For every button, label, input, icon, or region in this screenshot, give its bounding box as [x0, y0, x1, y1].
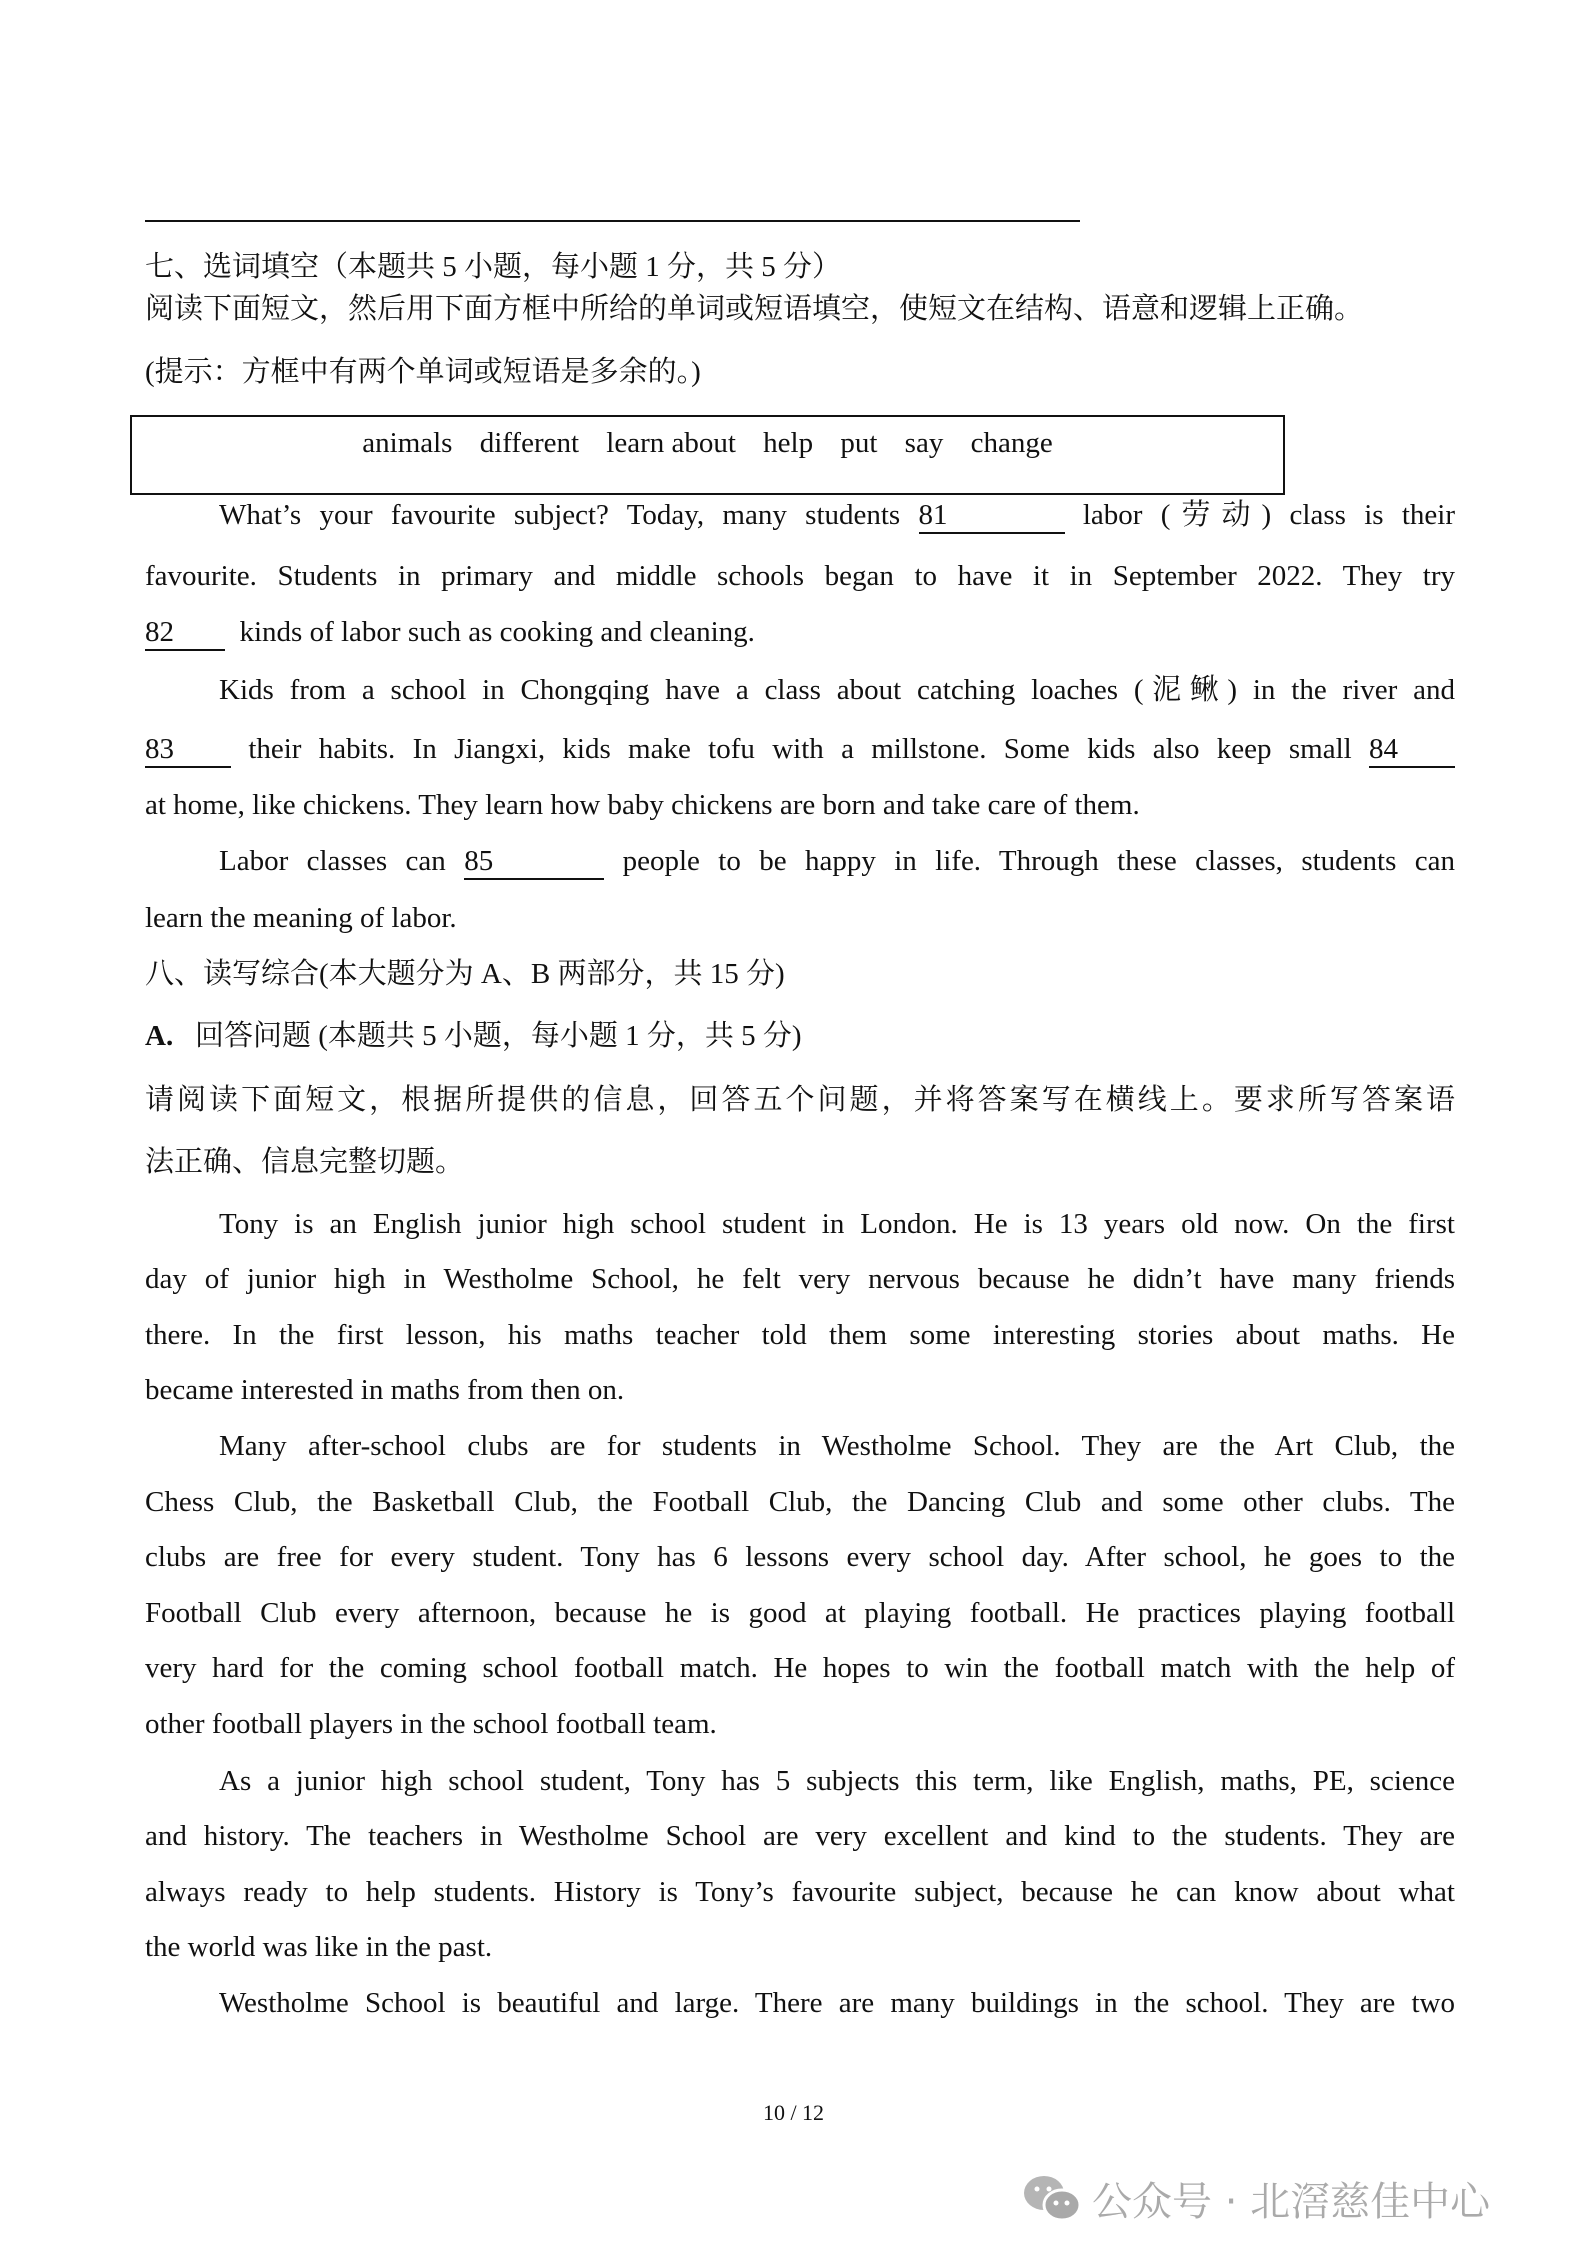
passage-line: there. In the first lesson, his maths teacher told them some interesting stories about maths. He — [145, 1319, 1455, 1351]
passage-line: and history. The teachers in Westholme School are very excellent and kind to the students. They are — [145, 1820, 1455, 1852]
section7-instruction: 阅读下面短文，然后用下面方框中所给的单词或短语填空，使短文在结构、语意和逻辑上正确。 — [145, 293, 1364, 325]
passage-line: learn the meaning of labor. — [145, 902, 457, 934]
part-a-instruction: 法正确、信息完整切题。 — [145, 1146, 465, 1178]
passage-line: As a junior high school student, Tony has 5 subjects this term, like English, maths, PE, science — [219, 1765, 1455, 1797]
passage-line: Many after-school clubs are for students in Westholme School. They are the Art Club, the — [219, 1430, 1455, 1462]
blank-82[interactable]: 82 — [145, 615, 225, 651]
passage-line: very hard for the coming school football match. He hopes to win the football match with the help of — [145, 1652, 1455, 1684]
text: their habits. In Jiangxi, kids make tofu with a millstone. Some kids also keep small — [248, 733, 1352, 765]
word-option: help — [763, 427, 814, 459]
page-number: 10 / 12 — [762, 2100, 825, 2125]
text: kinds of labor such as cooking and cleaning. — [239, 616, 755, 648]
text: Labor classes can — [219, 845, 446, 877]
part-a-title: 回答问题 (本题共 5 小题，每小题 1 分，共 5 分) — [194, 1020, 802, 1052]
text: labor (劳动) class is their — [1082, 499, 1455, 531]
part-a-label: A. — [145, 1020, 174, 1052]
part-a-instruction: 请阅读下面短文，根据所提供的信息，回答五个问题，并将答案写在横线上。要求所写答案语 — [145, 1084, 1455, 1116]
watermark-text: 公众号 · 北滘慈佳中心 — [1092, 2179, 1491, 2225]
passage-line: other football players in the school football team. — [145, 1708, 717, 1740]
passage-line — [145, 495, 1455, 535]
passage-line: always ready to help students. History is Tony’s favourite subject, because he can know about what — [145, 1876, 1455, 1908]
passage-line: the world was like in the past. — [145, 1931, 493, 1963]
answer-line — [145, 220, 1080, 222]
blank-81[interactable]: 81 — [919, 498, 1065, 534]
watermark — [1020, 2170, 1490, 2227]
blank-85[interactable]: 85 — [464, 844, 604, 880]
section7-hint: (提示：方框中有两个单词或短语是多余的。) — [145, 356, 701, 388]
passage-line — [145, 729, 1455, 769]
text: people to be happy in life. Through these classes, students can — [622, 845, 1456, 877]
blank-84[interactable]: 84 — [1369, 732, 1455, 768]
wechat-icon — [1020, 2173, 1084, 2225]
passage-line: Tony is an English junior high school student in London. He is 13 years old now. On the first — [219, 1208, 1455, 1240]
passage-line: Kids from a school in Chongqing have a class about catching loaches (泥鳅) in the river and — [219, 674, 1455, 706]
word-option: learn about — [606, 427, 736, 459]
passage-line: became interested in maths from then on. — [145, 1374, 625, 1406]
word-option: different — [479, 427, 580, 459]
word-box — [130, 415, 1285, 495]
section7-heading: 七、选词填空（本题共 5 小题，每小题 1 分，共 5 分） — [145, 251, 842, 283]
passage-line: Football Club every afternoon, because he is good at playing football. He practices playing football — [145, 1597, 1455, 1629]
word-option: put — [840, 427, 878, 459]
word-option: animals — [362, 427, 453, 459]
word-option: change — [970, 427, 1053, 459]
passage-line: at home, like chickens. They learn how baby chickens are born and take care of them. — [145, 789, 1140, 821]
passage-line: Westholme School is beautiful and large. There are many buildings in the school. They are two — [219, 1987, 1455, 2019]
passage-line: Chess Club, the Basketball Club, the Football Club, the Dancing Club and some other clubs. The — [145, 1486, 1455, 1518]
passage-line: favourite. Students in primary and middle schools began to have it in September 2022. They try — [145, 560, 1455, 592]
section8-heading: 八、读写综合(本大题分为 A、B 两部分，共 15 分) — [145, 958, 785, 990]
passage-line — [145, 841, 1455, 881]
blank-83[interactable]: 83 — [145, 732, 231, 768]
passage-line: day of junior high in Westholme School, he felt very nervous because he didn’t have many friends — [145, 1263, 1455, 1295]
word-option: say — [904, 427, 944, 459]
text: What’s your favourite subject? Today, many students — [219, 499, 901, 531]
passage-line: clubs are free for every student. Tony has 6 lessons every school day. After school, he goes to the — [145, 1541, 1455, 1573]
part-a-heading — [145, 1016, 1455, 1056]
passage-line — [145, 612, 1455, 652]
